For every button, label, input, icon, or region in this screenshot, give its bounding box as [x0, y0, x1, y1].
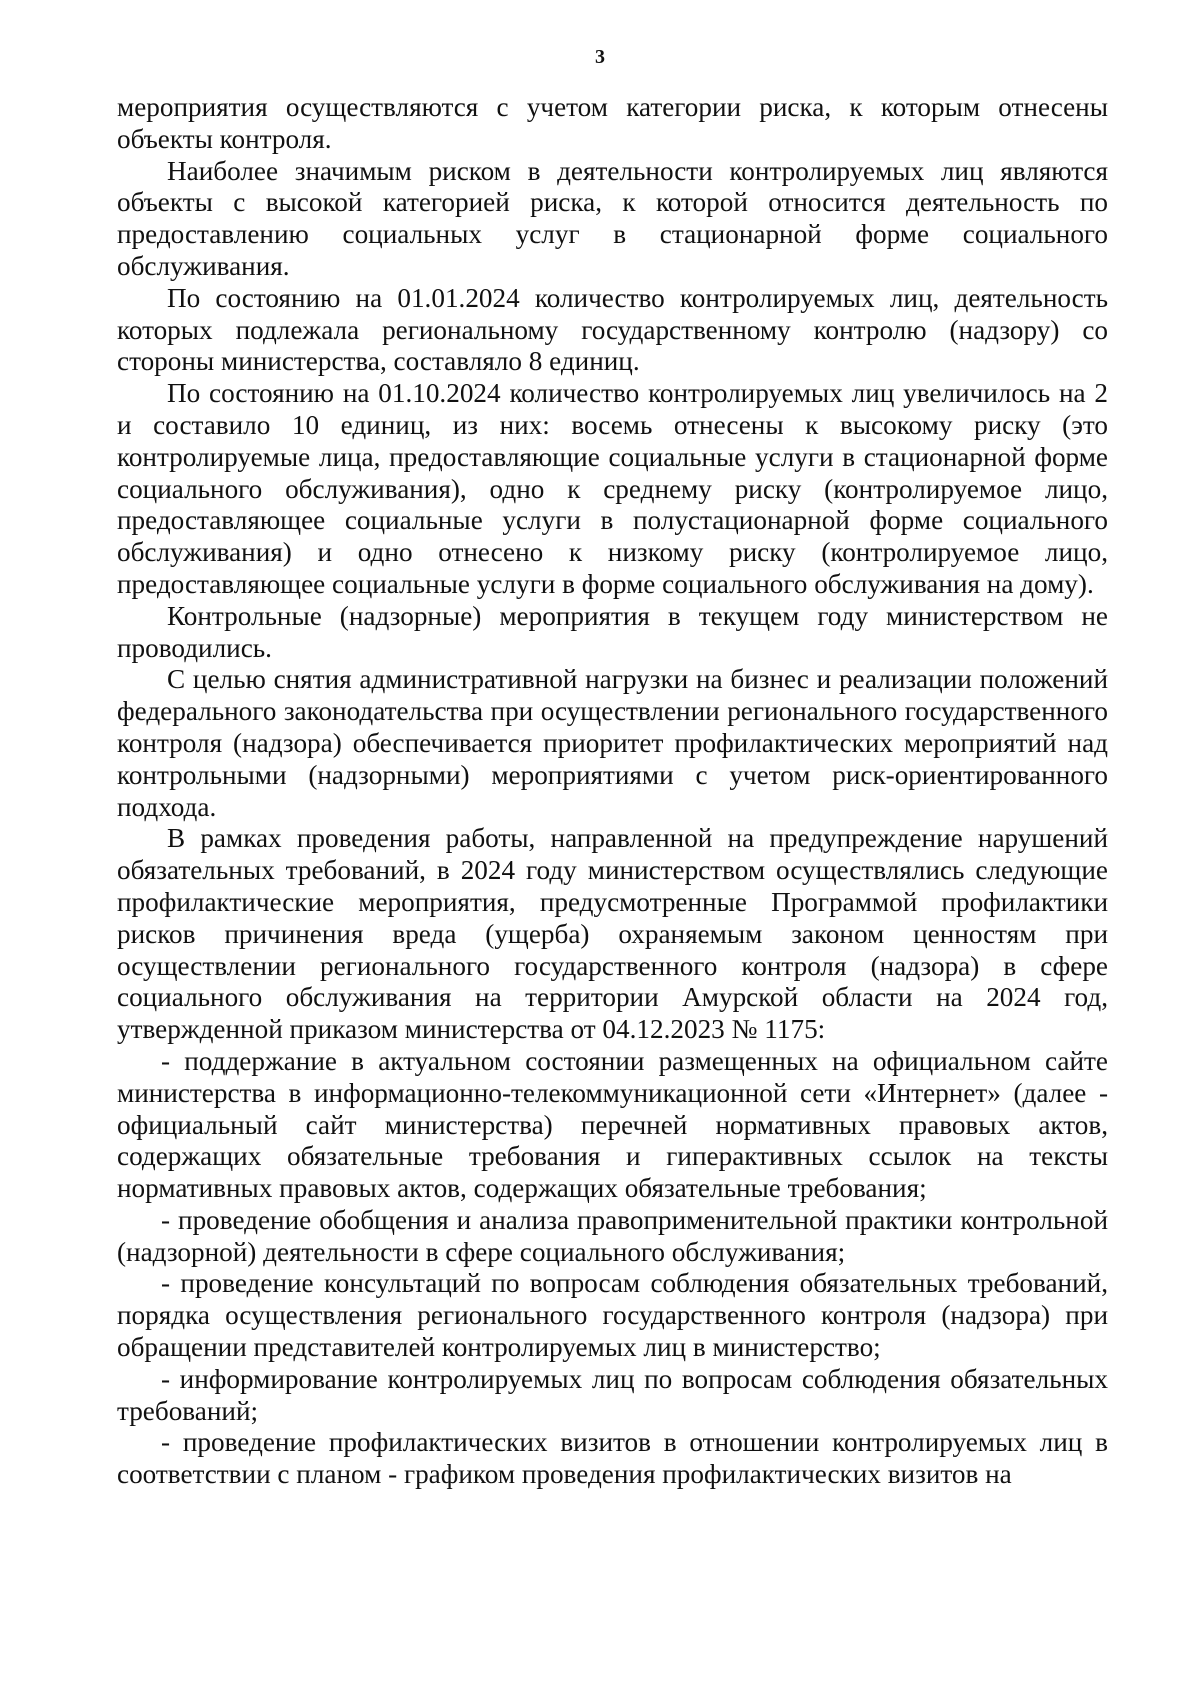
list-item: - проведение консультаций по вопросам соблюдения обязательных требований, порядка осуществления регионального государственного контроля (надзора) при обращении представителей контролируемых лиц в министерство; [117, 1268, 1108, 1363]
paragraph-count-2024-10: По состоянию на 01.10.2024 количество контролируемых лиц увеличилось на 2 и составило 10 единиц, из них: восемь отнесены к высокому риску (это контролируемые лица, предоставляющие социальные услуги в стационарной форме социального обслуживания), одно к среднему риску (контролируемое лицо, предоставляющее социальные услуги в полустационарной форме социального обслуживания) и одно отнесено к низкому риску (контролируемое лицо, предоставляющее социальные услуги в форме социального обслуживания на дому). [117, 378, 1108, 599]
paragraph-count-2024-01: По состоянию на 01.01.2024 количество контролируемых лиц, деятельность которых подлежала региональному государственному контролю (надзору) со стороны министерства, составляло 8 единиц. [117, 282, 1108, 377]
paragraph-administrative-load: С целью снятия административной нагрузки на бизнес и реализации положений федерального законодательства при осуществлении регионального государственного контроля (надзора) обеспечивается приоритет профилактических мероприятий над контрольными (надзорными) мероприятиями с учетом риск-ориентированного подхода. [117, 664, 1108, 822]
list-item: - проведение обобщения и анализа правоприменительной практики контрольной (надзорной) деятельности в сфере социального обслуживания; [117, 1204, 1108, 1267]
list-item: - проведение профилактических визитов в отношении контролируемых лиц в соответствии с планом - графиком проведения профилактических визитов на [117, 1427, 1108, 1490]
document-body [117, 92, 1108, 1491]
list-item: - поддержание в актуальном состоянии размещенных на официальном сайте министерства в информационно-телекоммуникационной сети «Интернет» (далее - официальный сайт министерства) перечней нормативных правовых актов, содержащих обязательные требования и гиперактивных ссылок на тексты нормативных правовых актов, содержащих обязательные требования; [117, 1045, 1108, 1204]
paragraph-high-risk: Наиболее значимым риском в деятельности контролируемых лиц являются объекты с высокой категорией риска, к которой относится деятельность по предоставлению социальных услуг в стационарной форме социального обслуживания. [117, 155, 1108, 281]
list-item: - информирование контролируемых лиц по вопросам соблюдения обязательных требований; [117, 1363, 1108, 1426]
paragraph-continuation: мероприятия осуществляются с учетом категории риска, к которым отнесены объекты контроля. [117, 92, 1108, 154]
paragraph-prevention-work: В рамках проведения работы, направленной на предупреждение нарушений обязательных требований, в 2024 году министерством осуществлялись следующие профилактические мероприятия, предусмотренные Программой профилактики рисков причинения вреда (ущерба) охраняемым законом ценностям при осуществлении регионального государственного контроля (надзора) в сфере социального обслуживания на территории Амурской области на 2024 год, утвержденной приказом министерства от 04.12.2023 № 1175: [117, 823, 1108, 1045]
page-number: 3 [595, 46, 605, 68]
paragraph-control-events: Контрольные (надзорные) мероприятия в текущем году министерством не проводились. [117, 600, 1108, 663]
